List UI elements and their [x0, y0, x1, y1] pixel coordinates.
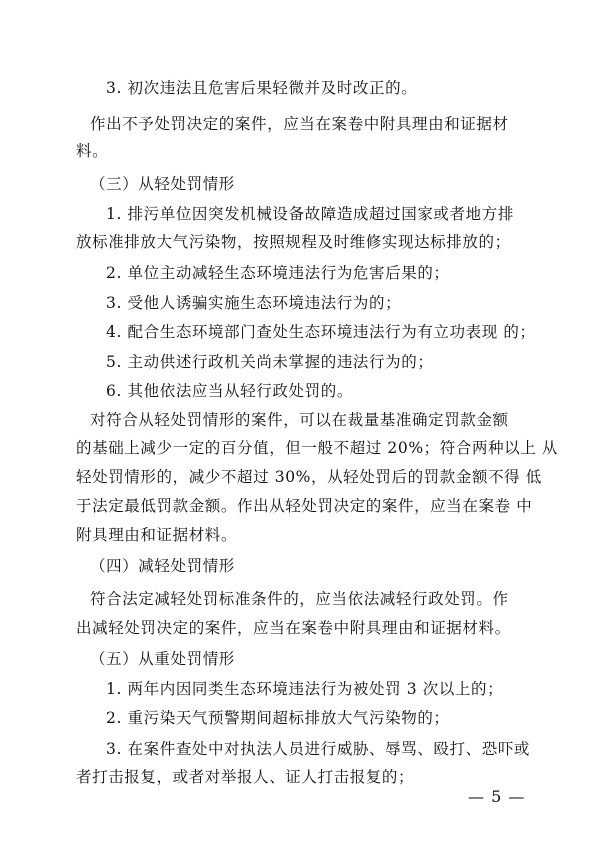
text-line: 轻处罚情形的，减少不超过 30%，从轻处罚后的罚款金额不得 低 [76, 468, 542, 486]
text-line: 放标准排放大气污染物，按照规程及时维修实现达标排放的； [76, 233, 511, 251]
text-line: 对符合从轻处罚情形的案件，可以在裁量基准确定罚款金额 [90, 411, 509, 429]
text-line: 6. 其他依法应当从轻行政处罚的。 [106, 382, 353, 400]
text-line: 5. 主动供述行政机关尚未掌握的违法行为的； [106, 353, 434, 371]
section-heading: （四）减轻处罚情形 [90, 557, 235, 575]
section-heading: （五）从重处罚情形 [90, 650, 235, 668]
text-line: 的基础上减少一定的百分值，但一般不超过 20%；符合两种以上 从 [76, 439, 559, 457]
text-line: 4. 配合生态环境部门查处生态环境违法行为有立功表现 的； [106, 323, 536, 341]
text-line: 符合法定减轻处罚标准条件的，应当依法减轻行政处罚。作 [90, 590, 509, 608]
text-line: 2. 单位主动减轻生态环境违法行为危害后果的； [106, 264, 450, 282]
text-line: 出减轻处罚决定的案件，应当在案卷中附具理由和证据材料。 [76, 619, 511, 637]
text-line: 1. 排污单位因突发机械设备故障造成超过国家或者地方排 [106, 205, 514, 223]
text-line: 附具理由和证据材料。 [76, 526, 238, 544]
text-line: 1. 两年内因同类生态环境违法行为被处罚 3 次以上的； [106, 680, 504, 698]
text-line: 3. 初次违法且危害后果轻微并及时改正的。 [106, 79, 418, 97]
section-heading: （三）从轻处罚情形 [90, 175, 235, 193]
text-line: 3. 受他人诱骗实施生态环境违法行为的； [106, 294, 402, 312]
text-line: 2. 重污染天气预警期间超标排放大气污染物的； [106, 709, 450, 727]
text-line: 3. 在案件查处中对执法人员进行威胁、辱骂、殴打、恐吓或 [106, 740, 531, 758]
text-line: 者打击报复，或者对举报人、证人打击报复的； [76, 768, 415, 786]
text-line: 料。 [76, 142, 109, 160]
page-number: — 5 — [468, 787, 526, 806]
text-line: 作出不予处罚决定的案件，应当在案卷中附具理由和证据材 [90, 115, 509, 133]
text-line: 于法定最低罚款金额。作出从轻处罚决定的案件，应当在案卷 中 [76, 497, 533, 515]
